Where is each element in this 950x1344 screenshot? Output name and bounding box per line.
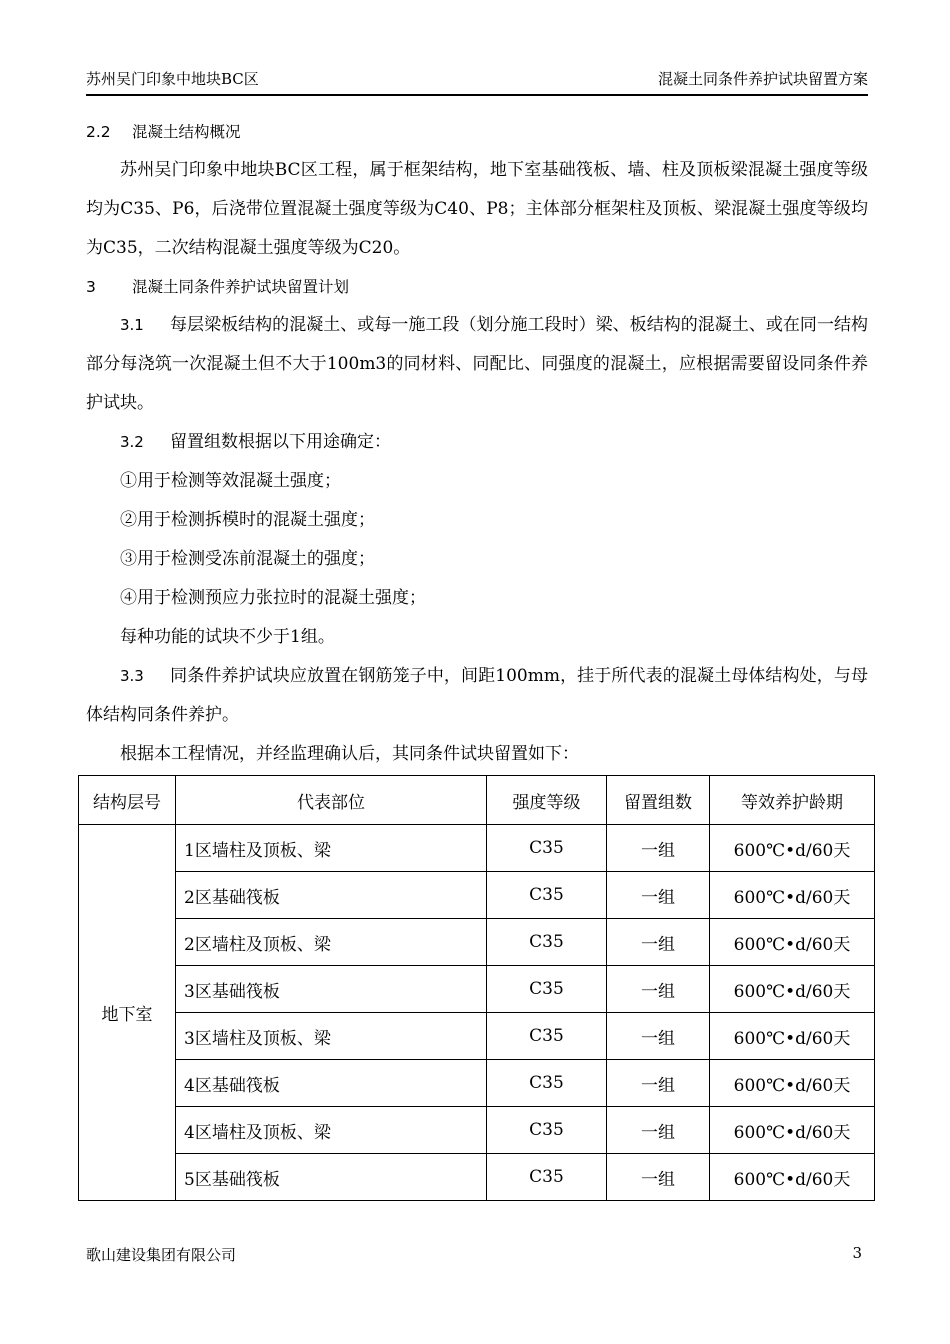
groups-cell: 一组	[607, 966, 710, 1013]
grade-cell: C35	[487, 966, 607, 1013]
table-row	[79, 966, 875, 1013]
grade-cell: C35	[487, 1013, 607, 1060]
table-row	[79, 872, 875, 919]
table-intro: 根据本工程情况，并经监理确认后，其同条件试块留置如下：	[120, 744, 579, 764]
part-cell: 1区墙柱及顶板、梁	[176, 825, 487, 872]
section-heading-3	[86, 268, 868, 306]
age-cell: 600℃•d/60天	[710, 919, 875, 966]
age-cell: 600℃•d/60天	[710, 1107, 875, 1154]
column-header: 强度等级	[487, 776, 607, 825]
item-3-1-paragraph	[86, 306, 868, 423]
groups-cell: 一组	[607, 1107, 710, 1154]
use-item: ③用于检测受冻前混凝土的强度；	[120, 549, 375, 569]
page-header	[86, 64, 868, 96]
specimen-table	[78, 775, 875, 1201]
item-number: 3.3	[120, 667, 144, 685]
part-cell: 4区基础筏板	[176, 1060, 487, 1107]
age-cell: 600℃•d/60天	[710, 1154, 875, 1201]
column-header: 等效养护龄期	[710, 776, 875, 825]
groups-cell: 一组	[607, 825, 710, 872]
groups-cell: 一组	[607, 1154, 710, 1201]
item-3-3-paragraph	[86, 657, 868, 735]
page-number: 3	[852, 1244, 862, 1262]
age-cell: 600℃•d/60天	[710, 1060, 875, 1107]
table-row	[79, 1154, 875, 1201]
document-title: 混凝土同条件养护试块留置方案	[657, 70, 868, 88]
section-number: 3	[86, 278, 96, 296]
age-cell: 600℃•d/60天	[710, 966, 875, 1013]
page-footer	[86, 1244, 862, 1265]
table-row	[79, 919, 875, 966]
age-cell: 600℃•d/60天	[710, 872, 875, 919]
structure-overview-paragraph: 苏州吴门印象中地块BC区工程，属于框架结构，地下室基础筏板、墙、柱及顶板梁混凝土强度等级均为C35、P6，后浇带位置混凝土强度等级为C40、P8；主体部分框架柱及顶板、梁混凝土强度等级均为C35，二次结构混凝土强度等级为C20。	[86, 160, 868, 258]
part-cell: 4区墙柱及顶板、梁	[176, 1107, 487, 1154]
part-cell: 5区基础筏板	[176, 1154, 487, 1201]
grade-cell: C35	[487, 1154, 607, 1201]
table-row	[79, 825, 875, 872]
part-cell: 3区墙柱及顶板、梁	[176, 1013, 487, 1060]
company-name: 歌山建设集团有限公司	[86, 1246, 237, 1264]
item-text: 同条件养护试块应放置在钢筋笼子中，间距100mm，挂于所代表的混凝土母体结构处，与母体结构同条件养护。	[86, 666, 868, 725]
part-cell: 2区墙柱及顶板、梁	[176, 919, 487, 966]
project-name: 苏州吴门印象中地块BC区	[86, 70, 259, 88]
table-row	[79, 1013, 875, 1060]
part-cell: 3区基础筏板	[176, 966, 487, 1013]
table-header-row	[79, 776, 875, 825]
table-row	[79, 1060, 875, 1107]
grade-cell: C35	[487, 919, 607, 966]
document-body	[86, 113, 868, 774]
grade-cell: C35	[487, 1107, 607, 1154]
age-cell: 600℃•d/60天	[710, 1013, 875, 1060]
groups-cell: 一组	[607, 872, 710, 919]
section-title: 混凝土同条件养护试块留置计划	[132, 278, 350, 296]
item-number: 3.1	[120, 316, 144, 334]
part-cell: 2区基础筏板	[176, 872, 487, 919]
use-item: ②用于检测拆模时的混凝土强度；	[120, 510, 375, 530]
grade-cell: C35	[487, 825, 607, 872]
item-text: 留置组数根据以下用途确定：	[170, 432, 391, 452]
item-text: 每层梁板结构的混凝土、或每一施工段（划分施工段时）梁、板结构的混凝土、或在同一结构部分每浇筑一次混凝土但不大于100m3的同材料、同配比、同强度的混凝土，应根据需要留设同条件养护试块。	[86, 315, 868, 413]
floor-level-cell: 地下室	[79, 825, 176, 1201]
grade-cell: C35	[487, 1060, 607, 1107]
grade-cell: C35	[487, 872, 607, 919]
section-heading-2-2	[86, 113, 868, 151]
groups-cell: 一组	[607, 1060, 710, 1107]
column-header: 留置组数	[607, 776, 710, 825]
groups-cell: 一组	[607, 1013, 710, 1060]
item-number: 3.2	[120, 433, 144, 451]
column-header: 代表部位	[176, 776, 487, 825]
section-number: 2.2	[86, 123, 111, 141]
item-3-2-line	[86, 423, 868, 462]
use-item: ①用于检测等效混凝土强度；	[120, 471, 341, 491]
groups-cell: 一组	[607, 919, 710, 966]
section-title: 混凝土结构概况	[132, 123, 241, 141]
table-row	[79, 1107, 875, 1154]
column-header: 结构层号	[79, 776, 176, 825]
use-item: ④用于检测预应力张拉时的混凝土强度；	[120, 588, 426, 608]
age-cell: 600℃•d/60天	[710, 825, 875, 872]
minimum-groups-note: 每种功能的试块不少于1组。	[120, 627, 335, 647]
